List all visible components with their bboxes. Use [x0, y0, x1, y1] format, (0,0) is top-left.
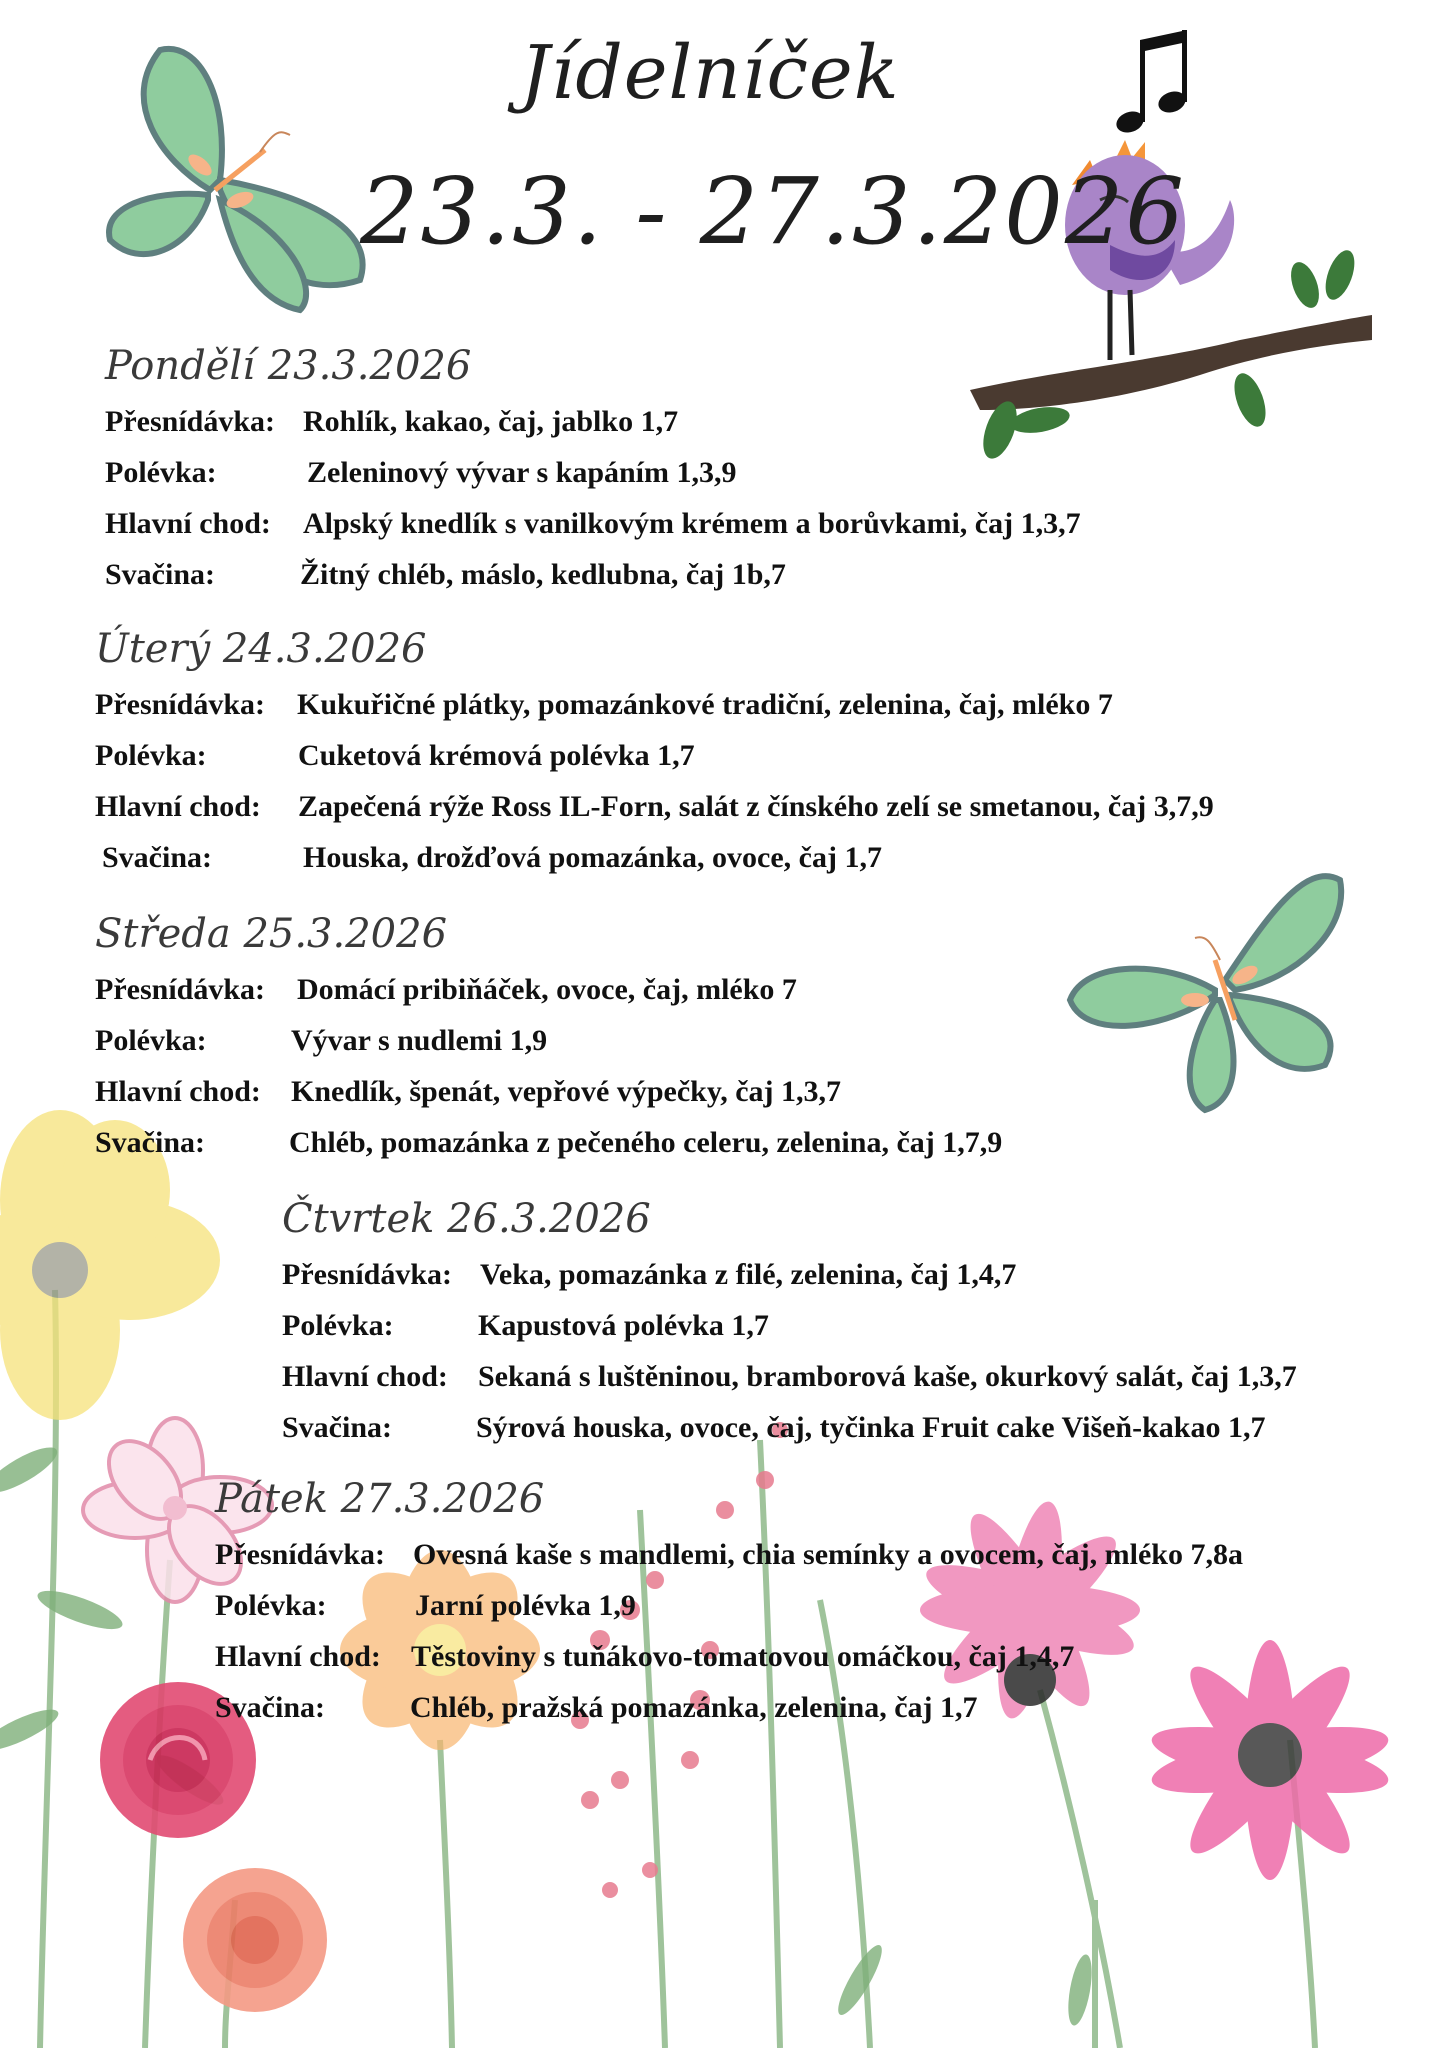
meal-value: Chléb, pomazánka z pečeného celeru, zelenina, čaj 1,7,9: [289, 1126, 1003, 1159]
meal-value: Těstoviny s tuňákovo-tomatovou omáčkou, čaj 1,4,7: [411, 1640, 1075, 1673]
day-heading: Úterý 24.3.2026: [95, 626, 427, 672]
meal-label: Přesnídávka:: [95, 688, 266, 721]
meal-label: Polévka:: [95, 739, 207, 772]
music-note-icon: [1110, 30, 1190, 140]
meal-row: [282, 1249, 1297, 1300]
meal-value: Ovesná kaše s mandlemi, chia semínky a ovocem, čaj, mléko 7,8a: [413, 1538, 1243, 1571]
meal-row: [215, 1529, 1243, 1580]
butterfly-icon: [1065, 860, 1355, 1120]
meal-label: Přesnídávka:: [95, 973, 266, 1006]
meal-label: Hlavní chod:: [95, 1075, 261, 1108]
day-heading: Čtvrtek 26.3.2026: [282, 1196, 651, 1242]
meal-value: Cuketová krémová polévka 1,7: [298, 739, 695, 772]
meal-row: [95, 1015, 1002, 1066]
day-thursday: [282, 1195, 1297, 1453]
meal-value: Domácí pribiňáček, ovoce, čaj, mléko 7: [297, 973, 797, 1006]
meal-row: [105, 447, 1081, 498]
meal-label: Svačina:: [282, 1411, 393, 1444]
meal-value: Alpský knedlík s vanilkovým krémem a borůvkami, čaj 1,3,7: [303, 507, 1081, 540]
meal-row: [282, 1300, 1297, 1351]
day-tuesday: [95, 625, 1214, 883]
meal-label: Svačina:: [105, 558, 216, 591]
meal-label: Hlavní chod:: [95, 790, 261, 823]
butterfly-icon: [100, 40, 380, 320]
meal-row: [95, 679, 1214, 730]
meal-row: [105, 498, 1081, 549]
meal-label: Svačina:: [95, 1126, 206, 1159]
meal-label: Hlavní chod:: [105, 507, 271, 540]
meal-value: Kapustová polévka 1,7: [478, 1309, 769, 1342]
meal-row: [95, 964, 1002, 1015]
meal-row: [282, 1402, 1297, 1453]
meal-row: [95, 1066, 1002, 1117]
meal-value: Zapečená rýže Ross IL-Forn, salát z čínského zelí se smetanou, čaj 3,7,9: [298, 790, 1214, 823]
meal-row: [215, 1580, 1243, 1631]
meal-value: Knedlík, špenát, vepřové výpečky, čaj 1,3,7: [291, 1075, 842, 1108]
meal-row: [105, 396, 1081, 447]
meal-label: Přesnídávka:: [105, 405, 276, 438]
meal-value: Houska, drožďová pomazánka, ovoce, čaj 1,7: [303, 841, 882, 874]
meal-row: [215, 1682, 1243, 1733]
meal-label: Svačina:: [102, 841, 213, 874]
meal-value: Sýrová houska, ovoce, čaj, tyčinka Fruit cake Višeň-kakao 1,7: [476, 1411, 1266, 1444]
meal-label: Hlavní chod:: [282, 1360, 448, 1393]
meal-label: Polévka:: [95, 1024, 207, 1057]
meal-label: Přesnídávka:: [282, 1258, 453, 1291]
meal-label: Polévka:: [215, 1589, 327, 1622]
meal-value: Kukuřičné plátky, pomazánkové tradiční, zelenina, čaj, mléko 7: [297, 688, 1113, 721]
meal-label: Přesnídávka:: [215, 1538, 386, 1571]
meal-label: Svačina:: [215, 1691, 326, 1724]
day-heading: Pondělí 23.3.2026: [105, 343, 472, 389]
meal-label: Polévka:: [282, 1309, 394, 1342]
day-heading: Středa 25.3.2026: [95, 911, 448, 957]
day-heading: Pátek 27.3.2026: [215, 1476, 545, 1522]
meal-value: Jarní polévka 1,9: [415, 1589, 636, 1622]
meal-row: [95, 730, 1214, 781]
meal-value: Veka, pomazánka z filé, zelenina, čaj 1,4,7: [480, 1258, 1017, 1291]
meal-value: Rohlík, kakao, čaj, jablko 1,7: [303, 405, 679, 438]
meal-value: Žitný chléb, máslo, kedlubna, čaj 1b,7: [300, 558, 786, 591]
meal-row: [95, 1117, 1002, 1168]
meal-row: [95, 832, 1214, 883]
day-monday: [105, 342, 1081, 600]
meal-row: [105, 549, 1081, 600]
meal-row: [215, 1631, 1243, 1682]
meal-label: Hlavní chod:: [215, 1640, 381, 1673]
meal-value: Vývar s nudlemi 1,9: [291, 1024, 548, 1057]
meal-value: Sekaná s luštěninou, bramborová kaše, okurkový salát, čaj 1,3,7: [478, 1360, 1297, 1393]
date-range: 23.3. - 27.3.2026: [360, 158, 1186, 265]
day-friday: [215, 1475, 1243, 1733]
meal-label: Polévka:: [105, 456, 217, 489]
coral-rose-icon: [183, 1868, 327, 2012]
meal-value: Zeleninový vývar s kapáním 1,3,9: [307, 456, 737, 489]
day-wednesday: [95, 910, 1002, 1168]
meal-row: [282, 1351, 1297, 1402]
meal-value: Chléb, pražská pomazánka, zelenina, čaj 1,7: [410, 1691, 978, 1724]
page-title: Jídelníček: [520, 30, 900, 116]
meal-row: [95, 781, 1214, 832]
